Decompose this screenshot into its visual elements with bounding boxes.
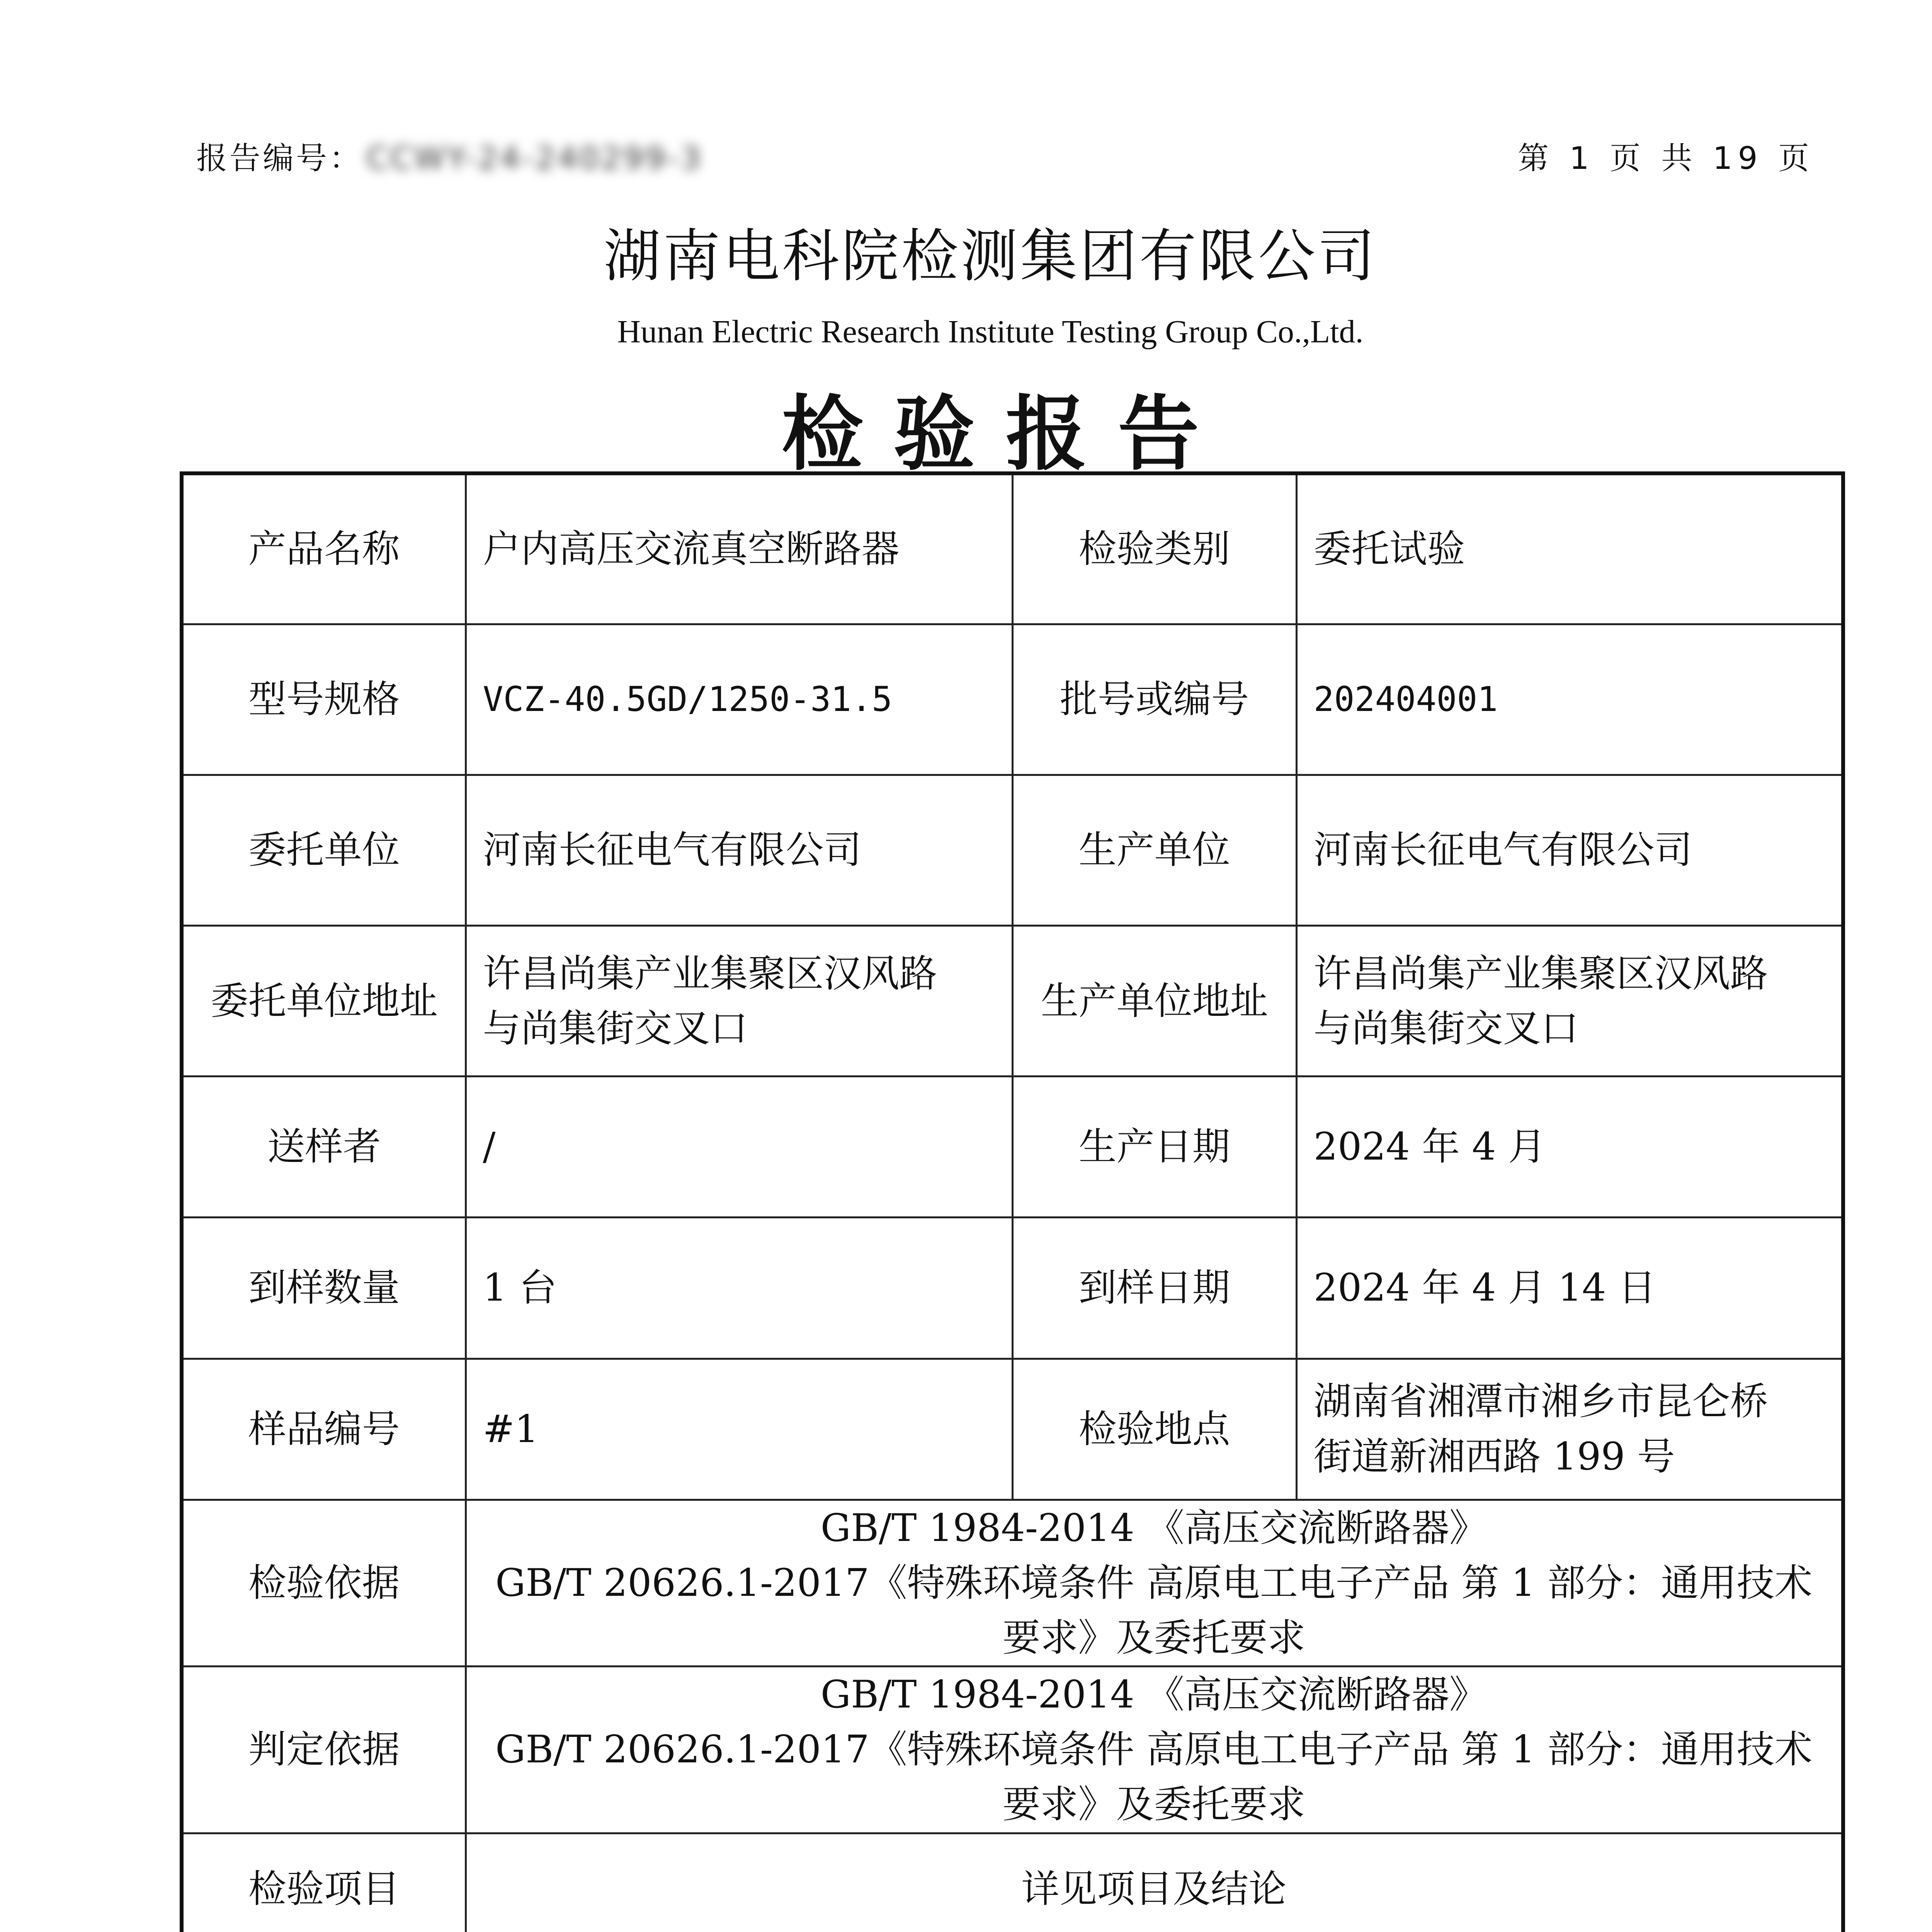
manufacturer-label: 生产单位 (1012, 775, 1296, 925)
arrival-date-label: 到样日期 (1012, 1218, 1296, 1359)
client-address-line: 与尚集街交叉口 (483, 1006, 748, 1051)
table-row (182, 1077, 1843, 1218)
report-table (180, 471, 1845, 1932)
quantity-label: 到样数量 (182, 1218, 466, 1359)
product-name-label: 产品名称 (182, 473, 466, 624)
sender-label: 送样者 (182, 1077, 466, 1218)
page-info: 第 1 页 共 19 页 (1518, 140, 1815, 176)
client-address-line: 许昌尚集产业集聚区汉风路 (483, 951, 937, 996)
test-basis-label: 检验依据 (182, 1500, 466, 1666)
client-label: 委托单位 (182, 775, 466, 925)
table-row (182, 1833, 1843, 1932)
table-row (182, 926, 1843, 1077)
model-value: VCZ-40.5GD/1250-31.5 (466, 624, 1012, 775)
table-row (182, 1500, 1843, 1666)
report-number-label: 报告编号： (196, 140, 362, 176)
sample-number-label: 样品编号 (182, 1359, 466, 1500)
batch-label: 批号或编号 (1012, 624, 1296, 775)
test-location-line: 湖南省湘潭市湘乡市昆仑桥 (1313, 1379, 1768, 1424)
arrival-date-value: 2024 年 4 月 14 日 (1296, 1218, 1843, 1359)
sample-number-value: #1 (466, 1359, 1012, 1500)
table-row (182, 1218, 1843, 1359)
client-address-value (466, 926, 1012, 1077)
judgment-basis-value (466, 1667, 1843, 1833)
manufacturer-address-label: 生产单位地址 (1012, 926, 1296, 1077)
manufacturer-value: 河南长征电气有限公司 (1296, 775, 1843, 925)
judgment-basis-line: 要求》及委托要求 (1002, 1782, 1306, 1827)
table-row (182, 1359, 1843, 1500)
table-row (182, 624, 1843, 775)
client-address-label: 委托单位地址 (182, 926, 466, 1077)
test-type-value: 委托试验 (1296, 473, 1843, 624)
judgment-basis-line: GB/T 1984-2014 《高压交流断路器》 (820, 1673, 1487, 1717)
production-date-label: 生产日期 (1012, 1077, 1296, 1218)
test-basis-line: GB/T 20626.1-2017《特殊环境条件 高原电工电子产品 第 1 部分：通用技术 (495, 1561, 1813, 1605)
batch-value: 202404001 (1296, 624, 1843, 775)
production-date-value: 2024 年 4 月 (1296, 1077, 1843, 1218)
test-type-label: 检验类别 (1012, 473, 1296, 624)
test-basis-line: GB/T 1984-2014 《高压交流断路器》 (820, 1506, 1487, 1550)
product-name-value: 户内高压交流真空断路器 (466, 473, 1012, 624)
quantity-value: 1 台 (466, 1218, 1012, 1359)
test-items-label: 检验项目 (182, 1833, 466, 1932)
partial-seal-stamp (1924, 1020, 1932, 1368)
report-number (196, 133, 703, 178)
test-items-value: 详见项目及结论 (466, 1833, 1843, 1932)
judgment-basis-line: GB/T 20626.1-2017《特殊环境条件 高原电工电子产品 第 1 部分：通用技术 (495, 1728, 1813, 1772)
company-name-cn: 湖南电科院检测集团有限公司 (604, 223, 1377, 289)
test-location-value (1296, 1359, 1843, 1500)
report-number-value: CCWY-24-240299-3 (366, 140, 703, 176)
manufacturer-address-line: 许昌尚集产业集聚区汉风路 (1313, 951, 1768, 996)
table-row (182, 473, 1843, 624)
model-label: 型号规格 (182, 624, 466, 775)
sender-value: / (466, 1077, 1012, 1218)
client-value: 河南长征电气有限公司 (466, 775, 1012, 925)
report-title: 检验报告 (781, 386, 1230, 481)
company-name-en: Hunan Electric Research Institute Testing Group Co.,Ltd. (617, 314, 1364, 350)
judgment-basis-label: 判定依据 (182, 1667, 466, 1833)
table-row (182, 775, 1843, 925)
manufacturer-address-value (1296, 926, 1843, 1077)
test-location-label: 检验地点 (1012, 1359, 1296, 1500)
test-basis-value (466, 1500, 1843, 1666)
table-row (182, 1667, 1843, 1833)
manufacturer-address-line: 与尚集街交叉口 (1313, 1006, 1579, 1051)
test-basis-line: 要求》及委托要求 (1002, 1616, 1306, 1660)
test-location-line: 街道新湘西路 199 号 (1313, 1434, 1675, 1479)
